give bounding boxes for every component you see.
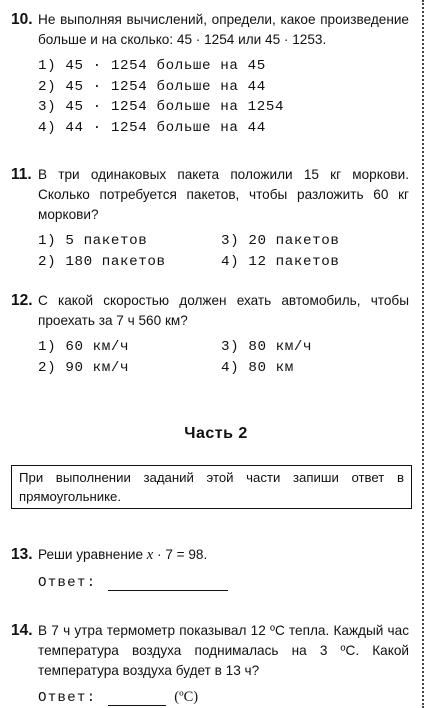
question-14 — [11, 621, 409, 706]
answer-options — [38, 337, 409, 378]
variable-x: x — [146, 547, 154, 563]
dotted-cut-line — [422, 0, 424, 708]
answer-option-3[interactable]: 3) 80 км/ч — [221, 339, 313, 355]
question-number: 12. — [11, 292, 33, 309]
answer-option-2[interactable]: 2) 180 пакетов — [38, 253, 166, 270]
question-text: С какой скоростью должен ехать автомобиль, чтобы проехать за 7 ч 560 км? — [38, 293, 409, 328]
answer-option-1[interactable]: 1) 60 км/ч — [38, 339, 130, 355]
question-11 — [11, 165, 409, 272]
answer-option-3[interactable]: 3) 45 · 1254 больше на 1254 — [38, 99, 285, 115]
answer-option-2[interactable]: 2) 45 · 1254 больше на 44 — [38, 78, 266, 95]
answer-row — [38, 689, 409, 706]
question-text: Реши уравнение x · 7 = 98. — [38, 547, 208, 563]
question-text: В 7 ч утра термометр показывал 12 ºС тепла. Каждый час температура воздуха поднималась на 3 ºС. Какой температура воздуха будет в 13 ч? — [38, 623, 409, 678]
answer-option-1[interactable]: 1) 5 пакетов — [38, 233, 148, 249]
question-13 — [11, 545, 409, 591]
answer-option-2[interactable]: 2) 90 км/ч — [38, 359, 130, 376]
question-number: 10. — [11, 11, 33, 28]
question-text: В три одинаковых пакета положили 15 кг моркови. Сколько потребуется пакетов, чтобы разложить 60 кг моркови? — [38, 167, 409, 222]
answer-option-1[interactable]: 1) 45 · 1254 больше на 45 — [38, 58, 266, 74]
answer-field[interactable] — [108, 576, 228, 591]
answer-label: Ответ: — [38, 575, 97, 591]
answer-row — [38, 575, 409, 591]
unit-label: (ºС) — [174, 689, 199, 705]
answer-option-3[interactable]: 3) 20 пакетов — [221, 233, 340, 249]
question-number: 11. — [11, 166, 32, 183]
question-number: 13. — [11, 546, 33, 563]
question-12 — [11, 291, 409, 378]
part-2-title: Часть 2 — [184, 425, 248, 442]
question-number: 14. — [11, 622, 33, 639]
question-10 — [11, 10, 409, 138]
answer-options — [38, 56, 409, 138]
answer-option-4[interactable]: 4) 12 пакетов — [221, 253, 340, 270]
answer-label: Ответ: — [38, 690, 97, 706]
answer-option-4[interactable]: 4) 44 · 1254 больше на 44 — [38, 119, 266, 136]
part-2-instruction-box: При выполнении заданий этой части запиши ответ в прямоугольнике. — [11, 465, 412, 509]
answer-option-4[interactable]: 4) 80 км — [221, 359, 294, 376]
question-text: Не выполняя вычислений, определи, какое произведение больше и на сколько: 45 · 1254 или 45 · 1253. — [38, 12, 409, 47]
answer-field[interactable] — [108, 691, 166, 706]
answer-options — [38, 231, 409, 272]
